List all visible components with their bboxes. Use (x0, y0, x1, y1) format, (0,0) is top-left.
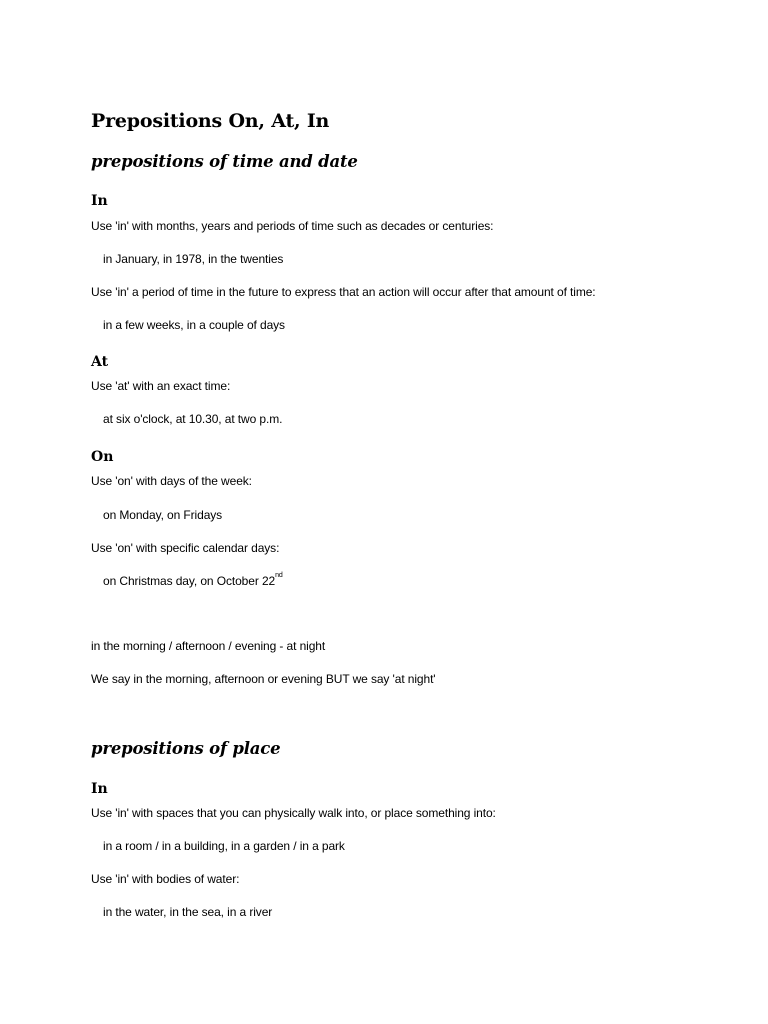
rule-in-months: Use 'in' with months, years and periods of time such as decades or centuries: (91, 219, 494, 233)
rule-on-calendar-days: Use 'on' with specific calendar days: (91, 541, 280, 555)
subheading-at-time: At (91, 354, 109, 370)
note-time-of-day: in the morning / afternoon / evening - at night (91, 639, 326, 653)
rule-in-water: Use 'in' with bodies of water: (91, 872, 240, 886)
rule-at-exact-time: Use 'at' with an exact time: (91, 379, 231, 393)
example-at-exact-time: at six o'clock, at 10.30, at two p.m. (103, 412, 283, 426)
section-heading-place: prepositions of place (91, 739, 281, 758)
example-on-calendar-days (103, 574, 283, 588)
example-in-water: in the water, in the sea, in a river (103, 905, 273, 919)
rule-in-spaces: Use 'in' with spaces that you can physically walk into, or place something into: (91, 806, 496, 820)
section-heading-time: prepositions of time and date (91, 152, 358, 171)
subheading-in-place: In (91, 781, 108, 797)
note-at-night: We say in the morning, afternoon or evening BUT we say 'at night' (91, 672, 436, 686)
example-in-months: in January, in 1978, in the twenties (103, 252, 284, 266)
subheading-in-time: In (91, 193, 108, 209)
rule-on-days: Use 'on' with days of the week: (91, 474, 252, 488)
example-in-future: in a few weeks, in a couple of days (103, 318, 285, 332)
page-title: Prepositions On, At, In (91, 110, 330, 132)
ordinal-superscript: nd (275, 572, 283, 579)
subheading-on-time: On (91, 449, 114, 465)
example-on-days: on Monday, on Fridays (103, 508, 223, 522)
rule-in-future: Use 'in' a period of time in the future to express that an action will occur after that amount of time: (91, 285, 596, 299)
example-in-spaces: in a room / in a building, in a garden / in a park (103, 839, 345, 853)
example-on-calendar-days-text: on Christmas day, on October 22 (103, 574, 276, 588)
